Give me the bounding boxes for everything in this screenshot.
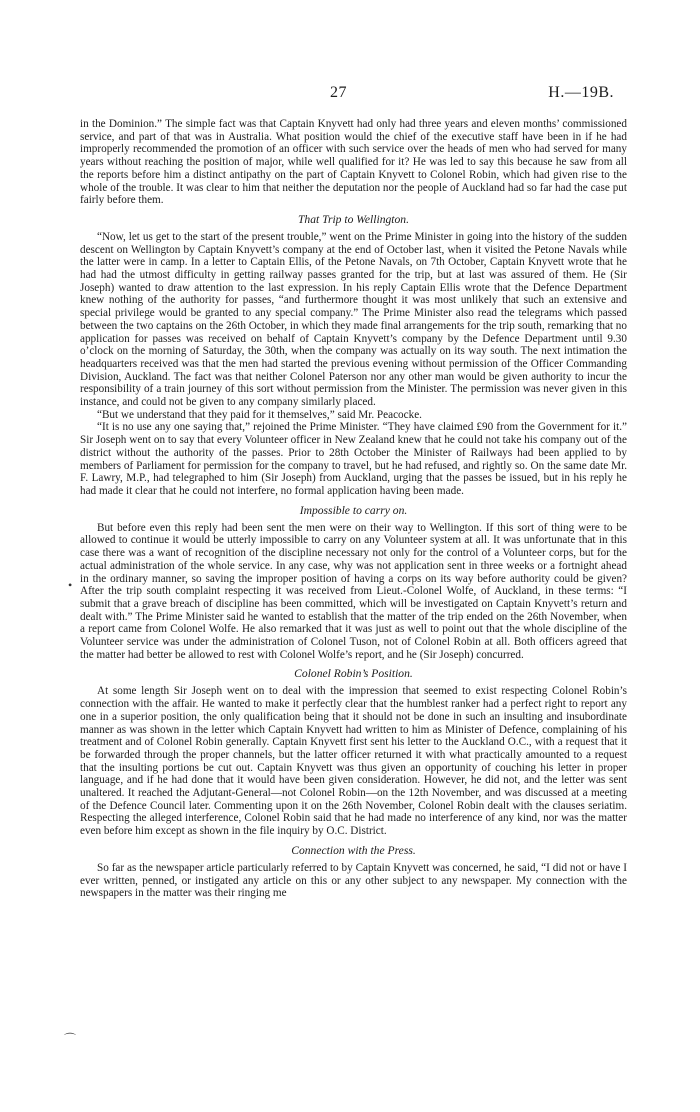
paragraph-trip-2: “But we understand that they paid for it themselves,” said Mr. Peacocke. <box>97 408 422 421</box>
paragraph-intro: in the Dominion.” The simple fact was that Captain Knyvett had only had three years and eleven months’ commissioned service, and part of that was in Australia. What position would the chief of the executive staff have been in if he had improperly recommended the promotion of an officer with such service over the heads of men who had served for many years without reaching the position of major, while well qualified for it? He was led to say this because he saw from all the reports before him a distinct antipathy on the part of Captain Knyvett to Colonel Robin, which had given rise to the whole of the trouble. It was clear to him that neither the deputation nor the people of Auckland had so far had the case put fairly before them. <box>80 118 627 207</box>
page-number: 27 <box>330 84 347 101</box>
paragraph-press-1: So far as the newspaper article particularly referred to by Captain Knyvett was concerned, he said, “I did not or have I ever written, penned, or instigated any article on this or any other subject to any newspaper. My connection with the newspapers in the matter was their ringing me <box>80 861 627 900</box>
document-reference: H.—19B. <box>548 84 614 101</box>
heading-impossible-to-carry-on: Impossible to carry on. <box>299 503 408 517</box>
margin-dot-mark: • <box>68 578 73 592</box>
body-text <box>80 118 627 900</box>
heading-connection-with-press: Connection with the Press. <box>291 843 416 857</box>
paragraph-robin-1: At some length Sir Joseph went on to deal with the impression that seemed to exist respecting Colonel Robin’s connection with the affair. He wanted to make it perfectly clear that the humblest ranker had a perfect right to report any one in a superior position, the only qualification being that it should not be done in such an insulting and insubordinate manner as was shown in the letter which Captain Knyvett had written to him as Minister of Defence, complaining of his treatment and of Colonel Robin generally. Captain Knyvett first sent his letter to the Auckland O.C., with a request that it be forwarded through the proper channels, but the latter officer returned it with what practically amounted to a request that the insulting portions be cut out. Captain Knyvett was thus given an opportunity of couching his letter in proper language, and if he had done that it would have been given consideration. However, he did not, and the letter was sent unaltered. It reached the Adjutant-General—not Colonel Robin—on the 12th November, and was discussed at a meeting of the Defence Council later. Commenting upon it on the 26th November, Colonel Robin dealt with the clauses seriatim. Respecting the alleged interference, Colonel Robin said that he had made no interference of any kind, nor was the matter even before him except as shown in the file inquiry by O.C. District. <box>80 685 627 838</box>
paragraph-impossible-1: But before even this reply had been sent the men were on their way to Wellington. If this sort of thing were to be allowed to continue it would be utterly impossible to carry on any Volunteer system at all. It was unfortunate that in this case there was a want of recognition of the discipline necessary not only for the control of a Volunteer corps, but for the actual administration of the whole service. In any case, why was not application sent in three weeks or a fortnight ahead in the ordinary manner, so saving the improper position of having a corps on its way before authority could be given? After the trip south complaint respecting it was received from Lieut.-Colonel Wolfe, of Auckland, in these terms: “I submit that a grave breach of discipline has been committed, which will be investigated on Captain Knyvett’s return and dealt with.” The Prime Minister said he wanted to establish that the matter of the trip ended on the 26th November, when a report came from Colonel Wolfe. He also remarked that it was just as well to point out that the whole discipline of the Volunteer service was under the administration of Colonel Tuson, not of Colonel Robin at all. Both officers agreed that the matter had better be allowed to rest with Colonel Wolfe’s report, and he (Sir Joseph) concurred. <box>80 521 627 661</box>
heading-colonel-robin-position: Colonel Robin’s Position. <box>294 667 413 681</box>
paragraph-trip-3: “It is no use any one saying that,” rejoined the Prime Minister. “They have claimed £90 from the Government for it.” Sir Joseph went on to say that every Volunteer officer in New Zealand knew that he could not take his company out of the district without the authority of the passes. Prior to 28th October the Minister of Railways had been applied to by members of Parliament for permission for the company to travel, but he had refused, and rightly so. On the same date Mr. F. Lawry, M.P., had telegraphed to him (Sir Joseph) from Auckland, urging that the passes be issued, but in his reply he had made it clear that he could not interfere, no formal application having been made. <box>80 421 627 497</box>
paragraph-trip-1: “Now, let us get to the start of the present trouble,” went on the Prime Minister in going into the history of the sudden descent on Wellington by Captain Knyvett’s company at the end of October last, when it visited the Petone Navals while the latter were in camp. In a letter to Captain Ellis, of the Petone Navals, on 7th October, Captain Knyvett wrote that he had had the utmost difficulty in getting railway passes granted for the trip, but at last was assured of them. He (Sir Joseph) wanted to draw attention to the last expression. In his reply Captain Ellis wrote that the Defence Department knew nothing of the authority for passes, “and furthermore thought it was most unlikely that such an extensive and special privilege would be granted to any special company.” The Prime Minister also read the telegrams which passed between the two captains on the 26th October, in which they made final arrangements for the trip south, remarking that no application for passes was received on behalf of Captain Knyvett’s company by the Defence Department until 9.30 o’clock on the morning of Saturday, the 30th, when the company was actually on its way south. The next intimation the headquarters received was that the men had started the previous evening without permission of the Officer Commanding Division, Auckland. The fact was that neither Colonel Paterson nor any other man would be given authority to incur the responsibility of a train journey of this sort without permission from the Minister. The permission was never given in this instance, and could not be given to any company similarly placed. <box>80 230 627 409</box>
heading-trip-to-wellington: That Trip to Wellington. <box>297 212 410 226</box>
margin-curve-mark: ⌒ <box>64 1032 77 1046</box>
